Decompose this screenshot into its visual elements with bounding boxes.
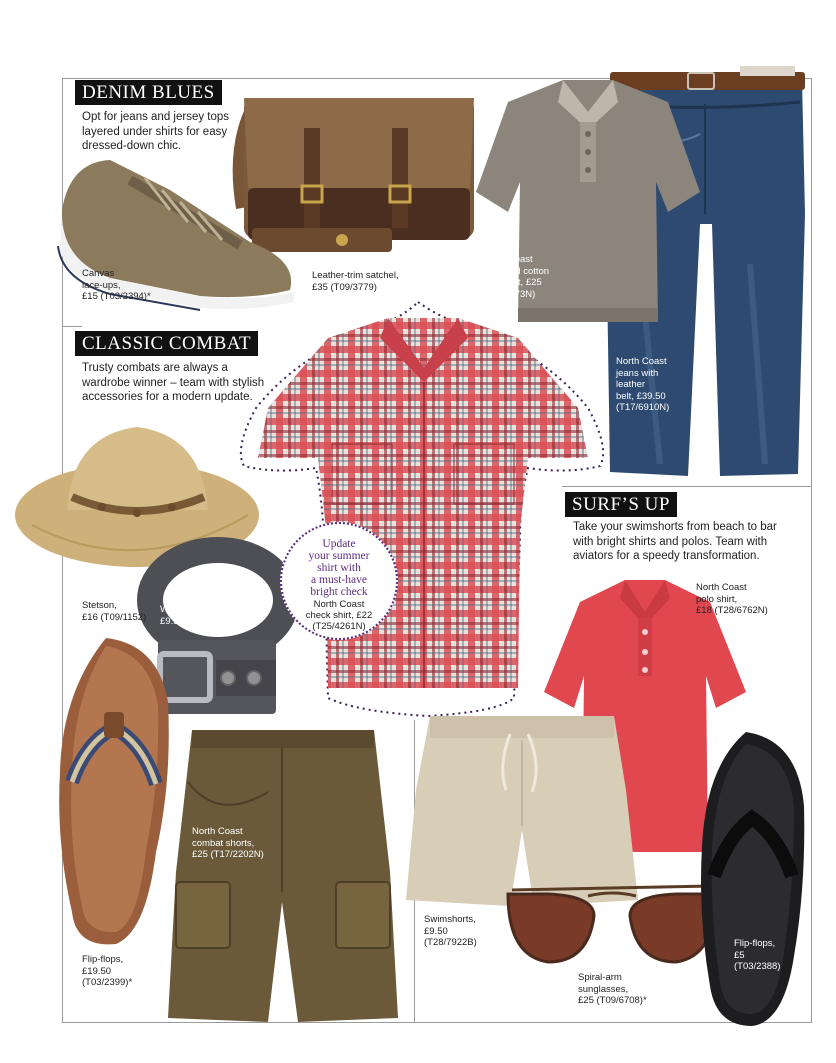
black-flipflop-image (694, 726, 810, 1032)
section-intro-denim: Opt for jeans and jersey tops layered under shirts for easy dressed-down chic. (82, 111, 230, 152)
section-heading-denim: DENIM BLUES (75, 80, 222, 105)
caption-stetson: Stetson, £16 (T09/1152) (82, 600, 147, 623)
shirt-callout-circle (280, 522, 398, 640)
callout-headline: Update your summer shirt with a must-have bright check (308, 538, 370, 598)
sunglasses-image (498, 876, 726, 972)
caption-red-polo: North Coast polo shirt, £18 (T28/6762N) (696, 582, 768, 616)
caption-check-shirt: North Coast check shirt, £22 (T25/4261N) (305, 599, 373, 632)
combat-shorts-image (158, 722, 408, 1028)
caption-cargo-belt: Woven cargo belt, £9.50 (T09/2705N) (160, 604, 240, 627)
caption-combat-shorts: North Coast combat shorts, £25 (T17/2202N) (192, 826, 264, 860)
caption-black-flipflops: Flip-flops, £5 (T03/2388) (734, 938, 781, 972)
caption-canvas-lace-ups: Canvas lace-ups, £15 (T03/2394)* (82, 268, 151, 302)
caption-grey-polo: North Coast linen and cotton polo shirt, £25 (T30/4373N) (482, 254, 550, 300)
section-rule (62, 326, 82, 327)
caption-brown-flipflops: Flip-flops, £19.50 (T03/2399)* (82, 954, 133, 988)
caption-satchel: Leather-trim satchel, £35 (T09/3779) (312, 270, 399, 293)
section-rule (811, 78, 812, 1023)
caption-swimshorts: Swimshorts, £9.50 (T28/7922B) (424, 914, 477, 948)
section-intro-surf: Take your swimshorts from beach to bar with bright shirts and polos. Team with aviators for a speedy transformation. (573, 521, 777, 562)
section-heading-surf: SURF’S UP (565, 492, 677, 517)
caption-jeans: North Coast jeans with leather belt, £39.50 (T17/6910N) (616, 356, 670, 413)
caption-sunglasses: Spiral-arm sunglasses, £25 (T09/6708)* (578, 972, 647, 1006)
brown-flipflop-image (46, 632, 176, 950)
section-heading-combat: CLASSIC COMBAT (75, 331, 258, 356)
section-intro-combat: Trusty combats are always a wardrobe winner – team with stylish accessories for a modern update. (82, 362, 265, 403)
